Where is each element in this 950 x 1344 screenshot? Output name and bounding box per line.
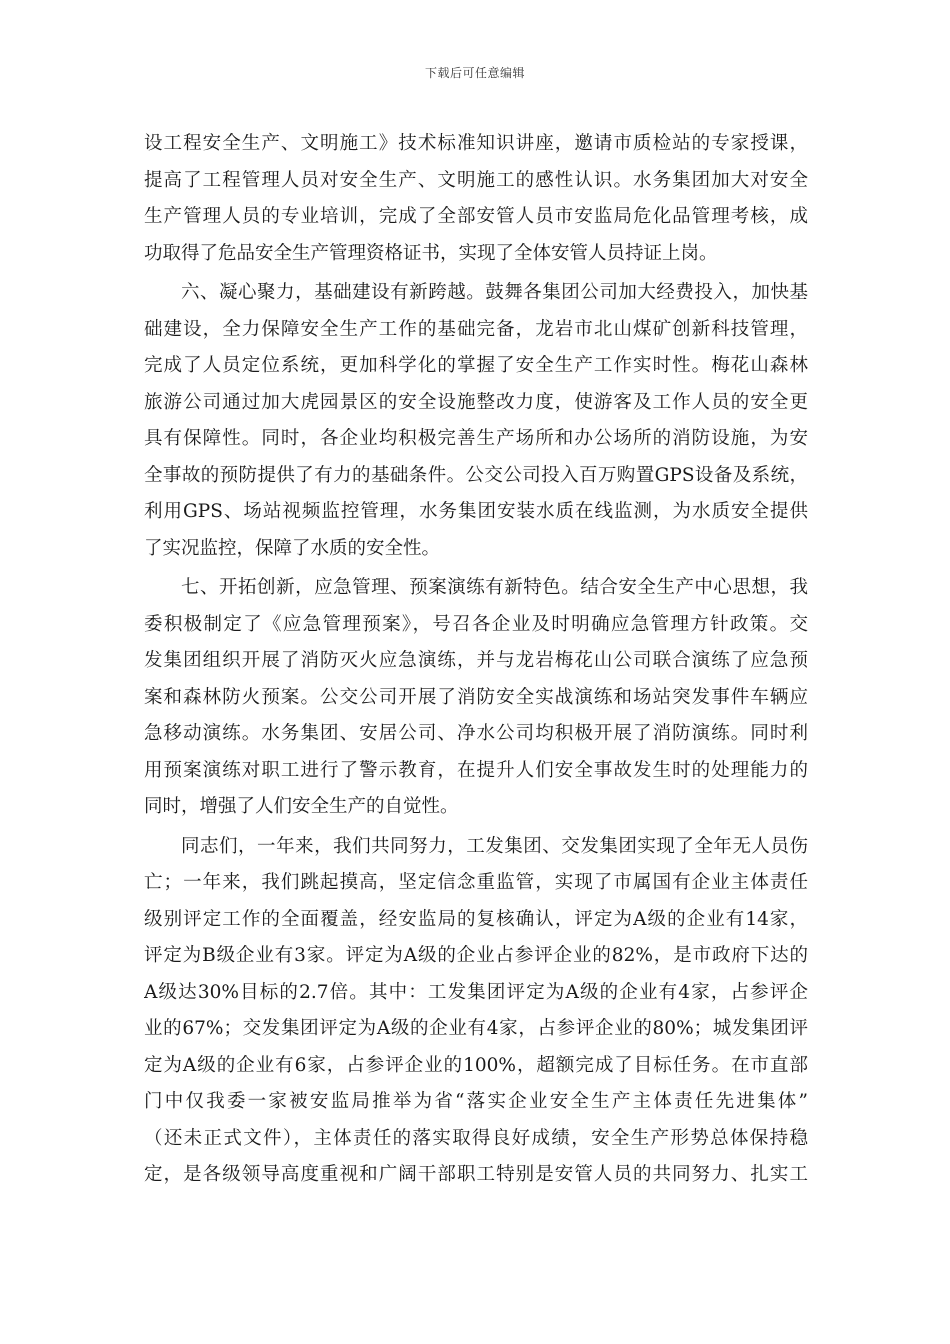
text-line: 案和森林防火预案。公交公司开展了消防安全实战演练和场站突发事件车辆应 bbox=[144, 686, 808, 708]
text-line: 定为A级的企业有6家，占参评企业的100%，超额完成了目标任务。在市直部 bbox=[144, 1054, 808, 1076]
paragraph bbox=[144, 275, 808, 567]
text-line: 利用GPS、场站视频监控管理，水务集团安装水质在线监测，为水质安全提供 bbox=[144, 501, 808, 522]
text-line: 设工程安全生产、文明施工》技术标准知识讲座，邀请市质检站的专家授课， bbox=[144, 133, 808, 154]
text-line: 生产管理人员的专业培训，完成了全部安管人员市安监局危化品管理考核，成 bbox=[144, 206, 808, 227]
text-line: 旅游公司通过加大虎园景区的安全设施整改力度，使游客及工作人员的安全更 bbox=[144, 391, 808, 413]
paragraph bbox=[144, 829, 808, 1194]
text-line: 同时，增强了人们安全生产的自觉性。 bbox=[144, 796, 459, 817]
text-line: 门中仅我委一家被安监局推举为省“落实企业安全生产主体责任先进集体” bbox=[144, 1091, 808, 1112]
text-line: 评定为B级企业有3家。评定为A级的企业占参评企业的82%，是市政府下达的 bbox=[144, 945, 808, 966]
text-line: 全事故的预防提供了有力的基础条件。公交公司投入百万购置GPS设备及系统， bbox=[144, 464, 808, 486]
text-line: 了实况监控，保障了水质的安全性。 bbox=[144, 537, 441, 559]
text-line: 亡；一年来，我们跳起摸高，坚定信念重监管，实现了市属国有企业主体责任 bbox=[144, 872, 808, 893]
paragraph bbox=[144, 570, 808, 826]
text-line: （还未正式文件），主体责任的落实取得良好成绩，安全生产形势总体保持稳 bbox=[144, 1127, 808, 1149]
text-line: 发集团组织开展了消防灭火应急演练，并与龙岩梅花山公司联合演练了应急预 bbox=[144, 650, 808, 671]
paragraph bbox=[144, 126, 808, 272]
text-line: 完成了人员定位系统，更加科学化的掌握了安全生产工作实时性。梅花山森林 bbox=[144, 355, 808, 376]
text-line: 用预案演练对职工进行了警示教育，在提升人们安全事故发生时的处理能力的 bbox=[144, 759, 808, 781]
text-line: 功取得了危品安全生产管理资格证书，实现了全体安管人员持证上岗。 bbox=[144, 242, 718, 264]
text-line: 提高了工程管理人员对安全生产、文明施工的感性认识。水务集团加大对安全 bbox=[144, 169, 808, 191]
text-line: 定，是各级领导高度重视和广阔干部职工特别是安管人员的共同努力、扎实工 bbox=[144, 1164, 808, 1185]
document-body bbox=[144, 126, 808, 1194]
text-line: A级达30%目标的2.7倍。其中：工发集团评定为A级的企业有4家，占参评企 bbox=[144, 981, 808, 1003]
text-line: 础建设，全力保障安全生产工作的基础完备，龙岩市北山煤矿创新科技管理， bbox=[144, 318, 808, 340]
text-line: 业的67%；交发集团评定为A级的企业有4家，占参评企业的80%；城发集团评 bbox=[144, 1018, 808, 1039]
text-line: 级别评定工作的全面覆盖，经安监局的复核确认，评定为A级的企业有14家， bbox=[144, 908, 808, 930]
page-header-note: 下载后可任意编辑 bbox=[424, 66, 525, 80]
text-line: 同志们，一年来，我们共同努力，工发集团、交发集团实现了全年无人员伤 bbox=[181, 835, 808, 857]
text-line: 七、开拓创新，应急管理、预案演练有新特色。结合安全生产中心思想，我 bbox=[181, 577, 808, 598]
text-line: 委积极制定了《应急管理预案》，号召各企业及时明确应急管理方针政策。交 bbox=[144, 613, 808, 635]
text-line: 具有保障性。同时，各企业均积极完善生产场所和办公场所的消防设施，为安 bbox=[144, 428, 808, 449]
text-line: 六、凝心聚力，基础建设有新跨越。鼓舞各集团公司加大经费投入，加快基 bbox=[181, 282, 808, 303]
text-line: 急移动演练。水务集团、安居公司、净水公司均积极开展了消防演练。同时利 bbox=[144, 723, 808, 744]
